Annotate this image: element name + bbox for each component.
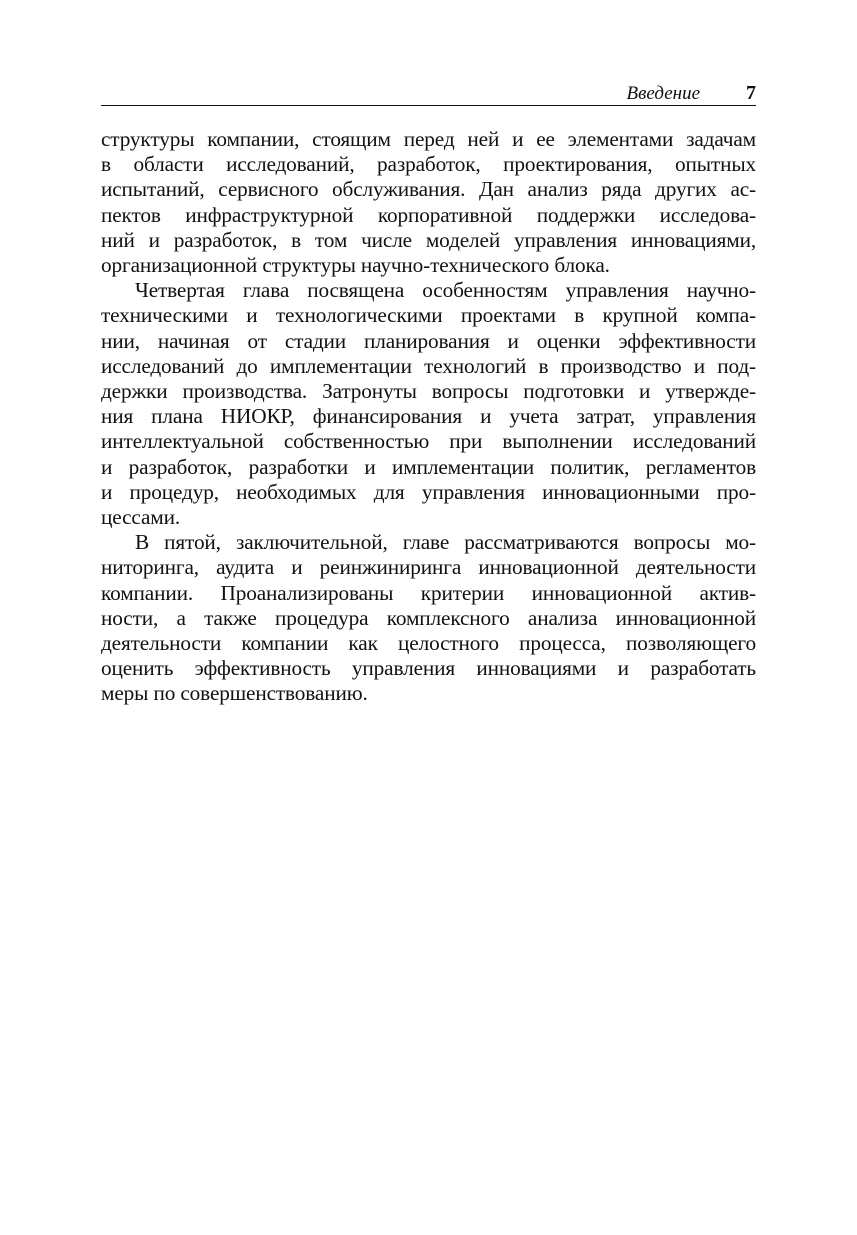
- text-line: нии, начиная от стадии планирования и оценки эффективности: [101, 328, 756, 353]
- text-line: исследований до имплементации технологий в производство и под-: [101, 353, 756, 378]
- text-line: В пятой, заключительной, главе рассматриваются вопросы мо-: [135, 530, 756, 555]
- text-line: в области исследований, разработок, проектирования, опытных: [101, 152, 756, 177]
- text-line: ниторинга, аудита и реинжиниринга инновационной деятельности: [101, 555, 756, 580]
- book-page: [101, 78, 756, 707]
- running-title: Введение: [626, 83, 700, 104]
- text-line: оценить эффективность управления инновациями и разработать: [101, 656, 756, 681]
- text-line: структуры компании, стоящим перед ней и ее элементами задачам: [101, 127, 756, 151]
- page-number: 7: [746, 82, 756, 104]
- paragraph-3: [101, 530, 756, 706]
- text-line: ний и разработок, в том числе моделей управления инновациями,: [101, 227, 756, 252]
- running-head: [101, 78, 756, 106]
- text-line: Четвертая глава посвящена особенностям управления научно-: [135, 278, 756, 303]
- text-line: меры по совершенствованию.: [101, 681, 368, 706]
- paragraph-1: [101, 127, 756, 278]
- text-line: ния плана НИОКР, финансирования и учета затрат, управления: [101, 404, 756, 429]
- text-line: техническими и технологическими проектами в крупной компа-: [101, 303, 756, 328]
- text-line: пектов инфраструктурной корпоративной поддержки исследова-: [101, 202, 756, 227]
- text-line: интеллектуальной собственностью при выполнении исследований: [101, 429, 756, 454]
- text-line: цессами.: [101, 505, 180, 530]
- text-line: деятельности компании как целостного процесса, позволяющего: [101, 631, 756, 656]
- body-text: [101, 127, 756, 707]
- text-line: компании. Проанализированы критерии инновационной актив-: [101, 580, 756, 605]
- text-line: и разработок, разработки и имплементации политик, регламентов: [101, 454, 756, 479]
- text-line: испытаний, сервисного обслуживания. Дан анализ ряда других ас-: [101, 177, 756, 202]
- text-line: ности, а также процедура комплексного анализа инновационной: [101, 605, 756, 630]
- text-line: и процедур, необходимых для управления инновационными про-: [101, 479, 756, 504]
- paragraph-2: [101, 278, 756, 530]
- text-line: держки производства. Затронуты вопросы подготовки и утвержде-: [101, 379, 756, 404]
- text-line: организационной структуры научно-технического блока.: [101, 253, 610, 278]
